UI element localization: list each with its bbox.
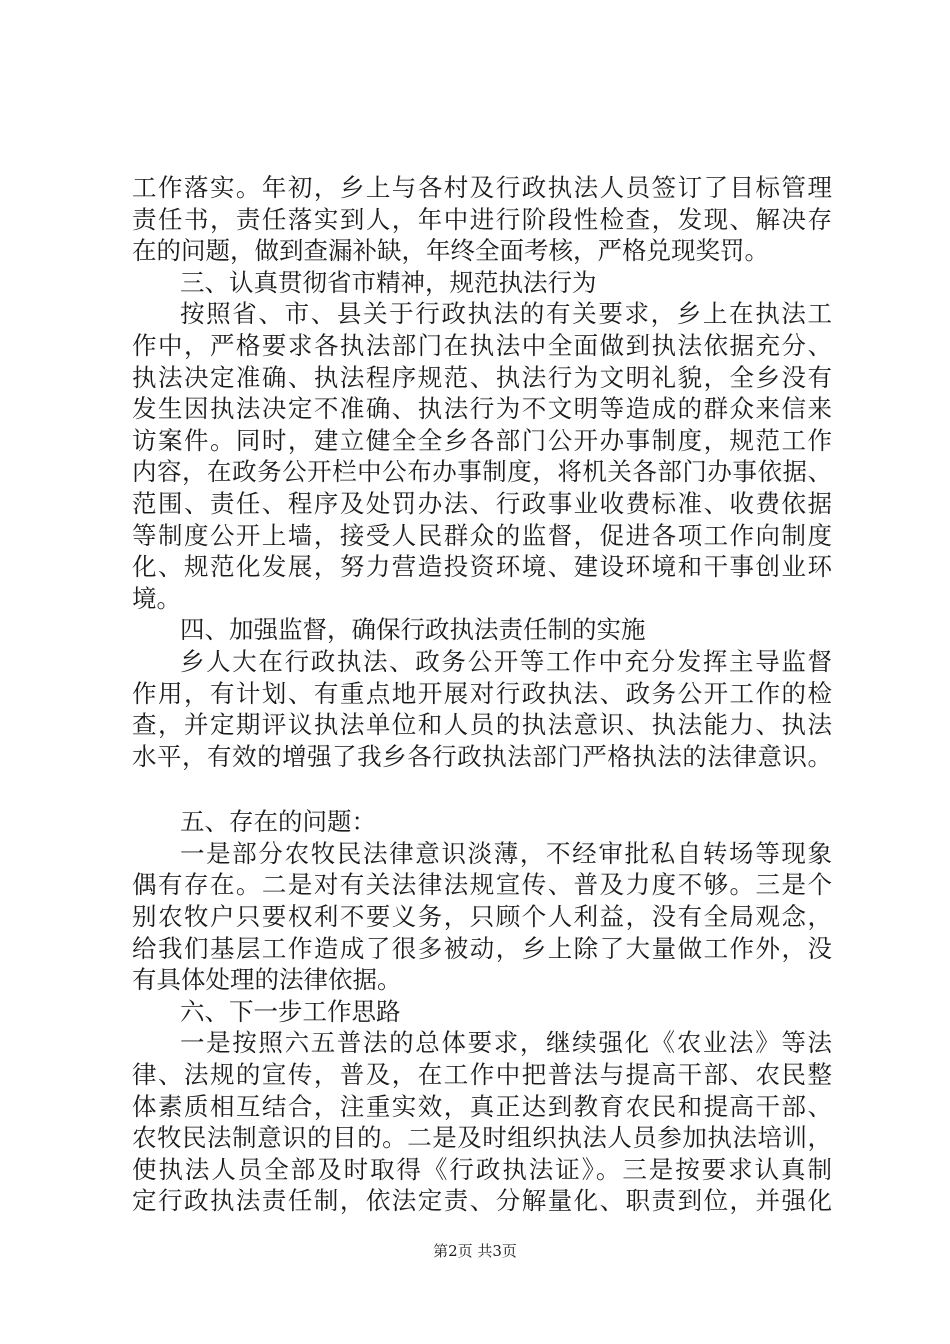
text-line: 作用，有计划、有重点地开展对行政执法、政务公开工作的检 xyxy=(132,678,832,708)
text-line: 一是部分农牧民法律意识淡薄，不经审批私自转场等现象 xyxy=(180,838,832,868)
page-number: 第2页 共3页 xyxy=(433,1242,517,1260)
section-heading: 三、认真贯彻省市精神，规范执法行为 xyxy=(180,267,597,297)
text-line: 定行政执法责任制，依法定责、分解量化、职责到位，并强化 xyxy=(132,1186,832,1216)
text-line: 有具体处理的法律依据。 xyxy=(132,965,402,995)
text-line: 境。 xyxy=(132,583,181,613)
paragraph-gap xyxy=(132,772,832,806)
text-line: 责任书，责任落实到人，年中进行阶段性检查，发现、解决存 xyxy=(132,204,832,234)
text-line: 化、规范化发展，努力营造投资环境、建设环境和干事创业环 xyxy=(132,552,832,582)
text-line: 偶有存在。二是对有关法律法规宣传、普及力度不够。三是个 xyxy=(132,870,832,900)
text-line: 体素质相互结合，注重实效，真正达到教育农民和提高干部、 xyxy=(132,1091,832,1121)
page-footer xyxy=(0,1240,950,1261)
text-line: 执法决定准确、执法程序规范、执法行为文明礼貌，全乡没有 xyxy=(132,362,832,392)
text-line: 内容，在政务公开栏中公布办事制度，将机关各部门办事依据、 xyxy=(132,457,832,487)
section-heading: 五、存在的问题： xyxy=(180,807,376,837)
text-line: 按照省、市、县关于行政执法的有关要求，乡上在执法工 xyxy=(180,299,832,329)
text-line: 乡人大在行政执法、政务公开等工作中充分发挥主导监督 xyxy=(180,646,832,676)
section-heading: 六、下一步工作思路 xyxy=(180,996,401,1026)
text-line: 律、法规的宣传，普及，在工作中把普法与提高干部、农民整 xyxy=(132,1060,832,1090)
text-line: 水平，有效的增强了我乡各行政执法部门严格执法的法律意识。 xyxy=(132,741,832,771)
section-heading: 四、加强监督，确保行政执法责任制的实施 xyxy=(180,615,646,645)
text-line: 使执法人员全部及时取得《行政执法证》。三是按要求认真制 xyxy=(132,1154,832,1184)
text-line: 一是按照六五普法的总体要求，继续强化《农业法》等法 xyxy=(180,1028,832,1058)
text-line: 访案件。同时，建立健全全乡各部门公开办事制度，规范工作 xyxy=(132,425,832,455)
text-line: 查，并定期评议执法单位和人员的执法意识、执法能力、执法 xyxy=(132,710,832,740)
text-line: 作中，严格要求各执法部门在执法中全面做到执法依据充分、 xyxy=(132,330,832,360)
text-line: 给我们基层工作造成了很多被动，乡上除了大量做工作外，没 xyxy=(132,933,832,963)
text-line: 别农牧户只要权利不要义务，只顾个人利益，没有全局观念， xyxy=(132,902,832,932)
text-line: 工作落实。年初，乡上与各村及行政执法人员签订了目标管理 xyxy=(132,173,832,202)
text-line: 范围、责任、程序及处罚办法、行政事业收费标准、收费依据 xyxy=(132,488,832,518)
text-line: 在的问题，做到查漏补缺，年终全面考核，严格兑现奖罚。 xyxy=(132,236,769,266)
text-line: 等制度公开上墙，接受人民群众的监督，促进各项工作向制度 xyxy=(132,520,832,550)
document-body xyxy=(132,172,832,1217)
text-line: 农牧民法制意识的目的。二是及时组织执法人员参加执法培训， xyxy=(132,1123,832,1153)
text-line: 发生因执法决定不准确、执法行为不文明等造成的群众来信来 xyxy=(132,394,832,424)
